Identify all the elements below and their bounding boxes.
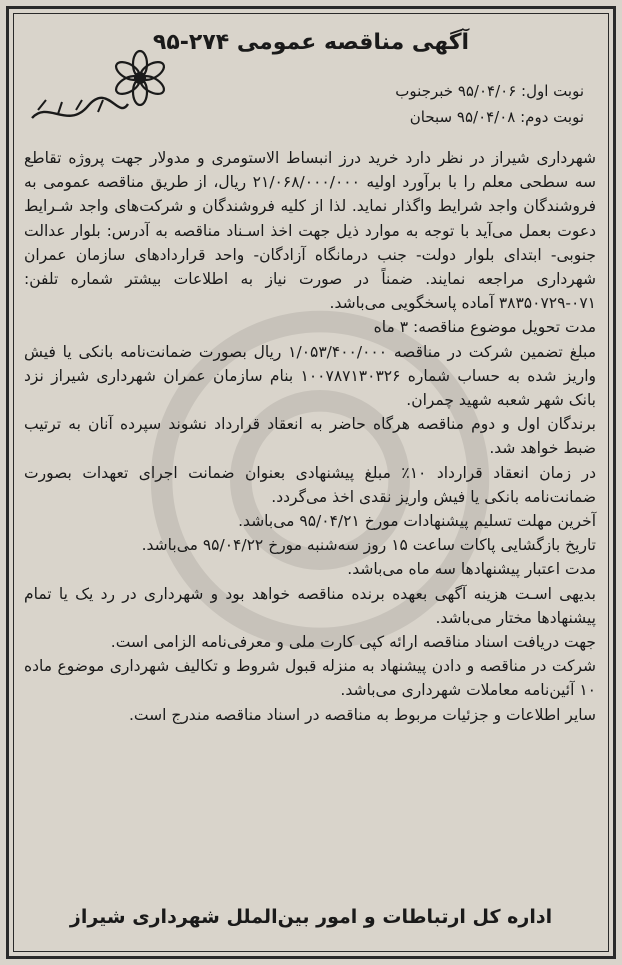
- notice-title: آگهی مناقصه عمومی ۲۷۴-۹۵: [152, 30, 470, 55]
- ad-cost-clause: بدیهی اسـت هزینه آگهی بعهده برنده مناقصه خواهد بود و شهرداری در رد یک یا تمام پیشنهادها مختار می‌باشد.: [24, 584, 596, 627]
- other-info: سایر اطلاعات و جزئیات مربوط به مناقصه در اسناد مناقصه مندرج است.: [128, 705, 596, 724]
- publication-dates: [395, 78, 584, 130]
- second-publication: نوبت دوم: ۹۵/۰۴/۰۸ سبحان: [409, 108, 584, 126]
- first-publication: نوبت اول: ۹۵/۰۴/۰۶ خبرجنوب: [395, 82, 584, 100]
- bid-guarantee: مبلغ تضمین شرکت در مناقصه ۱/۰۵۳/۴۰۰/۰۰۰ ریال بصورت ضمانت‌نامه بانکی یا فیش واریز شده به حساب شماره ۱۰۰۷۸۷۱۳۰۳۲۶ بنام سازمان عمران شهرداری شیراز نزد بانک شهر شعبه شهید چمران.: [24, 342, 597, 410]
- opening-date: تاریخ بازگشایی پاکات ساعت ۱۵ روز سه‌شنبه مورخ ۹۵/۰۴/۲۲ می‌باشد.: [141, 536, 596, 555]
- winners-forfeit: برندگان اول و دوم مناقصه هرگاه حاضر به انعقاد قرارداد نشوند سپرده آنان به ترتیب ضبط خواهد شد.: [24, 415, 596, 458]
- documents-requirement: جهت دریافت اسناد مناقصه ارائه کپی کارت ملی و معرفی‌نامه الزامی است.: [110, 633, 596, 652]
- issuer-footer: اداره کل ارتباطات و امور بین‌الملل شهرداری شیراز: [69, 906, 553, 928]
- participation-terms: شرکت در مناقصه و دادن پیشنهاد به منزله قبول شروط و تکالیف شهرداری موضوع ماده ۱۰ آئین‌نامه معاملات شهرداری می‌باشد.: [24, 657, 596, 700]
- bid-validity: مدت اعتبار پیشنهادها سه ماه می‌باشد.: [347, 560, 596, 579]
- notice-body: [24, 146, 596, 727]
- intro-paragraph: شهرداری شیراز در نظر دارد خرید درز انبساط الاستومری و مدولار جهت پروژه تقاطع سه سطحی معلم را با برآورد اولیه ۲۱/۰۶۸/۰۰۰/۰۰۰ ریال، از طریق مناقصه عمومی به فروشندگان واجد شرایط واگذار نماید. لذا از کلیه فروشندگان و شرکت‌های واجد شـرایط دعوت بعمل می‌آید با توجه به موارد ذیل جهت اخذ اسـناد مناقصه به آدرس: بلوار عدالت جنوبی- ابتدای بلوار دولت- جنب درمانگاه آزادگان- واحد قراردادهای سازمان عمران شهرداری مراجعه نمایند. ضمناً در صورت نیاز به اطلاعات بیشتر شماره تلفن: ۰۷۱-۳۸۳۵۰۷۲۹ آماده پاسخگویی می‌باشد.: [24, 149, 596, 313]
- performance-guarantee: در زمان انعقاد قرارداد ۱۰٪ مبلغ پیشنهادی بعنوان ضمانت اجرای تعهدات بصورت ضمانت‌نامه بانکی یا فیش واریز نقدی اخذ می‌گردد.: [24, 463, 596, 506]
- delivery-period: مدت تحویل موضوع مناقصه: ۳ ماه: [373, 318, 596, 337]
- submission-deadline: آخرین مهلت تسلیم پیشنهادات مورخ ۹۵/۰۴/۲۱ می‌باشد.: [238, 512, 596, 531]
